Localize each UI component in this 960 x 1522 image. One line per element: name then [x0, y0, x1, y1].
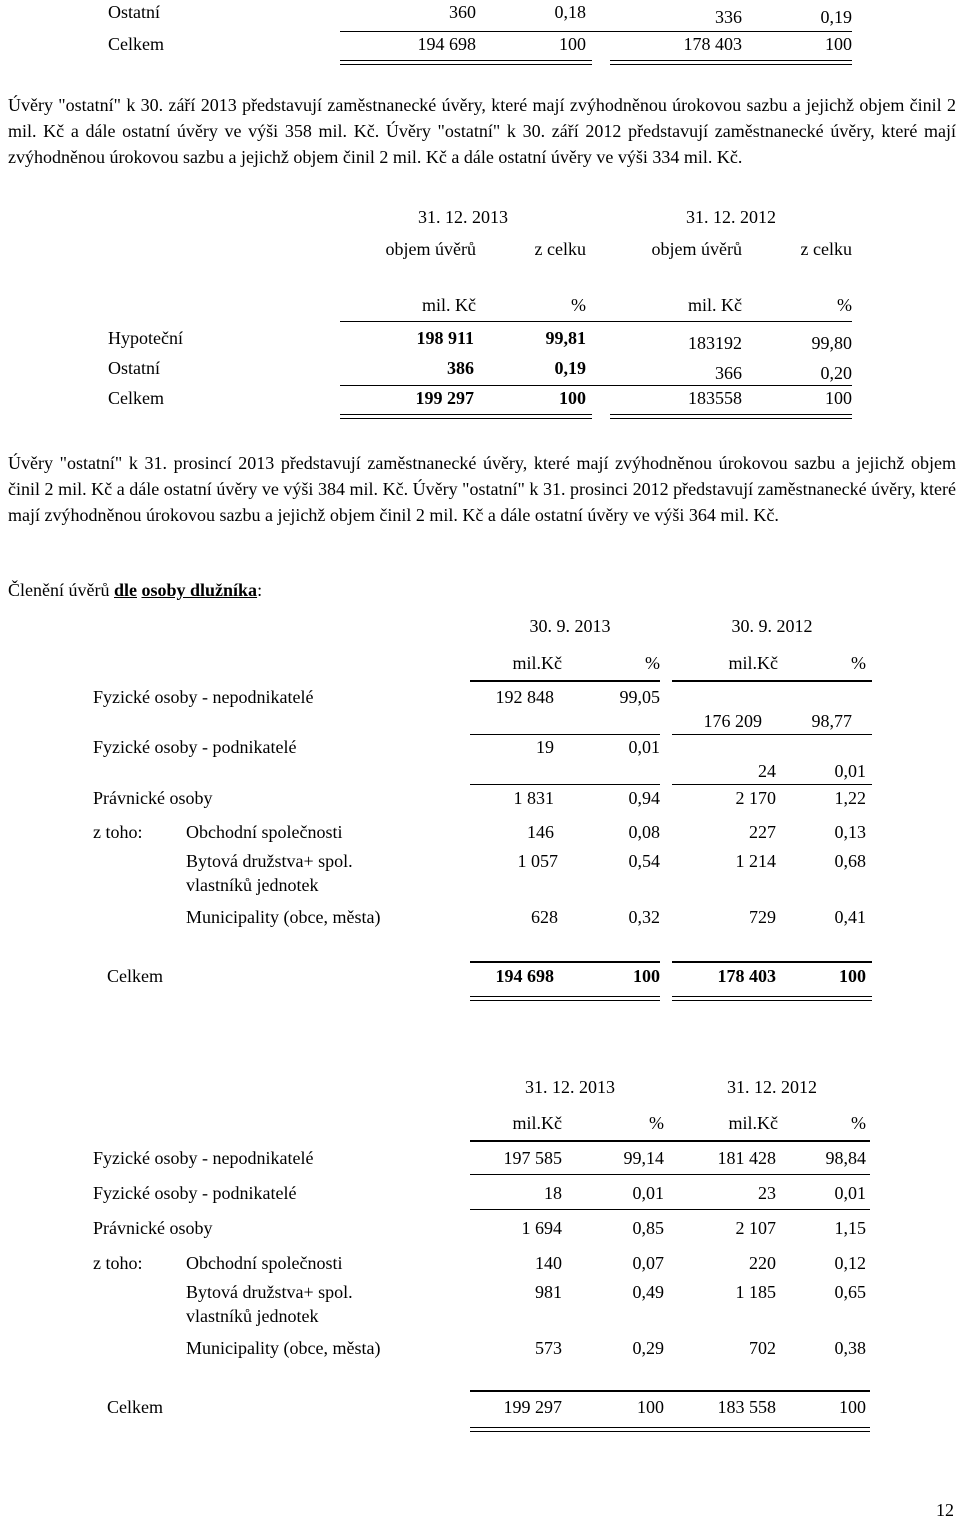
cell: 100 — [825, 388, 852, 408]
paragraph-2: Úvěry "ostatní" k 31. prosincí 2013 představují zaměstnanecké úvěry, které mají zvýhodněnou úrokovou sazbu a jejichž objem činil 2 mil. Kč a dále ostatní úvěry ve výši 384 mil. Kč. Úvěry "ostatní" k 31. prosinci 2012 představují zaměstnanecké úvěry, které mají zvýhodněnou úrokovou sazbu a jejichž objem činil 2 mil. Kč a dále ostatní úvěry ve výši 364 mil. Kč. — [8, 453, 956, 525]
cell: 98,77 — [811, 711, 852, 731]
row-label: Municipality (obce, města) — [186, 907, 381, 927]
divider — [340, 385, 852, 386]
col-unit: mil. Kč — [688, 295, 742, 315]
row-label: Celkem — [107, 966, 163, 986]
cell: 729 — [749, 907, 776, 927]
cell: 2 170 — [735, 788, 776, 808]
cell: 100 — [839, 1397, 866, 1417]
cell: 981 — [535, 1282, 562, 1302]
row-label: Fyzické osoby - podnikatelé — [93, 737, 297, 757]
cell: 100 — [825, 34, 852, 54]
col-unit: mil.Kč — [512, 653, 562, 673]
col-date: 31. 12. 2013 — [525, 1077, 615, 1097]
cell: 178 403 — [717, 966, 776, 986]
col-unit: % — [645, 653, 660, 673]
cell: 227 — [749, 822, 776, 842]
cell: 1,22 — [834, 788, 866, 808]
double-underline — [340, 414, 592, 419]
cell: 0,65 — [834, 1282, 866, 1302]
row-label: Fyzické osoby - podnikatelé — [93, 1183, 297, 1203]
cell: 1 694 — [521, 1218, 562, 1238]
divider — [340, 321, 852, 322]
cell: 99,05 — [619, 687, 660, 707]
heading-part: osoby dlužníka — [141, 580, 258, 600]
col-unit: % — [851, 653, 866, 673]
col-unit: % — [571, 295, 586, 315]
cell: 100 — [839, 966, 866, 986]
cell: 192 848 — [495, 687, 554, 707]
cell: 100 — [559, 34, 586, 54]
col-unit: mil.Kč — [512, 1113, 562, 1133]
cell: 176 209 — [703, 711, 762, 731]
double-underline — [470, 1427, 870, 1432]
row-label: Hypoteční — [108, 328, 183, 348]
cell: 0,49 — [632, 1282, 664, 1302]
row-label: Bytová družstva+ spol. — [186, 1282, 353, 1302]
cell: 0,38 — [834, 1338, 866, 1358]
cell: 197 585 — [503, 1148, 562, 1168]
col-unit: % — [837, 295, 852, 315]
cell: 573 — [535, 1338, 562, 1358]
cell: 0,07 — [632, 1253, 664, 1273]
col-header: objem úvěrů — [385, 239, 476, 259]
cell: 183558 — [688, 388, 742, 408]
double-underline — [340, 60, 592, 65]
cell: 366 — [715, 363, 742, 383]
row-label: Právnické osoby — [93, 1218, 213, 1238]
row-label: Celkem — [108, 388, 164, 408]
cell: 0,01 — [628, 737, 660, 757]
row-label: Obchodní společnosti — [186, 1253, 343, 1273]
cell: 0,41 — [834, 907, 866, 927]
col-date: 31. 12. 2012 — [686, 207, 776, 227]
cell: 0,94 — [628, 788, 660, 808]
cell: 183192 — [688, 333, 742, 353]
cell: 1 831 — [513, 788, 554, 808]
cell: 194 698 — [417, 34, 476, 54]
cell: 2 107 — [735, 1218, 776, 1238]
ztoho-label: z toho: — [93, 1253, 143, 1273]
cell: 100 — [559, 388, 586, 408]
page-number: 12 — [936, 1500, 954, 1520]
col-date: 31. 12. 2012 — [727, 1077, 817, 1097]
cell: 19 — [536, 737, 554, 757]
divider — [672, 680, 872, 682]
col-header: objem úvěrů — [651, 239, 742, 259]
row-label: Celkem — [108, 34, 164, 54]
row-label: Celkem — [107, 1397, 163, 1417]
cell: 199 297 — [503, 1397, 562, 1417]
col-unit: % — [851, 1113, 866, 1133]
col-date: 30. 9. 2013 — [529, 616, 611, 636]
cell: 0,08 — [628, 822, 660, 842]
divider — [672, 961, 872, 963]
row-label: Bytová družstva+ spol. — [186, 851, 353, 871]
cell: 1,15 — [834, 1218, 866, 1238]
cell: 0,68 — [834, 851, 866, 871]
cell: 0,01 — [834, 761, 866, 781]
row-label: Fyzické osoby - nepodnikatelé — [93, 1148, 314, 1168]
double-underline — [610, 414, 852, 419]
cell: 1 057 — [517, 851, 558, 871]
cell: 99,80 — [811, 333, 852, 353]
cell: 146 — [527, 822, 554, 842]
double-underline — [610, 60, 852, 65]
cell: 198 911 — [416, 328, 474, 348]
row-label: Municipality (obce, města) — [186, 1338, 381, 1358]
cell: 220 — [749, 1253, 776, 1273]
cell: 0,01 — [834, 1183, 866, 1203]
heading-part: : — [257, 580, 263, 600]
cell: 181 428 — [717, 1148, 776, 1168]
divider — [470, 1174, 870, 1175]
cell: 0,85 — [632, 1218, 664, 1238]
divider — [470, 734, 660, 735]
cell: 0,19 — [554, 358, 586, 378]
cell: 0,19 — [820, 7, 852, 27]
cell: 386 — [447, 358, 474, 378]
cell: 100 — [633, 966, 660, 986]
divider — [470, 1140, 870, 1142]
row-label: Ostatní — [108, 358, 160, 378]
cell: 628 — [531, 907, 558, 927]
cell: 98,84 — [825, 1148, 866, 1168]
divider — [470, 784, 660, 785]
cell: 0,13 — [834, 822, 866, 842]
cell: 360 — [449, 2, 476, 22]
cell: 23 — [758, 1183, 776, 1203]
divider — [672, 784, 872, 785]
heading-part: dle — [113, 580, 137, 600]
col-unit: mil. Kč — [422, 295, 476, 315]
row-label: Právnické osoby — [93, 788, 213, 808]
row-label: Obchodní společnosti — [186, 822, 343, 842]
cell: 100 — [637, 1397, 664, 1417]
cell: 183 558 — [717, 1397, 776, 1417]
col-header: z celku — [534, 239, 586, 259]
cell: 0,18 — [554, 2, 586, 22]
cell: 194 698 — [495, 966, 554, 986]
cell: 0,29 — [632, 1338, 664, 1358]
col-unit: mil.Kč — [728, 1113, 778, 1133]
col-header: z celku — [800, 239, 852, 259]
col-date: 30. 9. 2012 — [731, 616, 813, 636]
section-heading — [8, 580, 262, 602]
cell: 178 403 — [683, 34, 742, 54]
col-unit: % — [649, 1113, 664, 1133]
divider — [470, 1390, 870, 1392]
cell: 0,54 — [628, 851, 660, 871]
double-underline — [470, 996, 660, 1001]
heading-part: Členění úvěrů — [8, 580, 114, 600]
row-label: Ostatní — [108, 2, 160, 22]
divider — [340, 31, 852, 32]
paragraph-1: Úvěry "ostatní" k 30. září 2013 představují zaměstnanecké úvěry, které mají zvýhodněnou úrokovou sazbu a jejichž objem činil 2 mil. Kč a dále ostatní úvěry ve výši 358 mil. Kč. Úvěry "ostatní" k 30. září 2012 představují zaměstnanecké úvěry, které mají zvýhodněnou úrokovou sazbu a jejichž objem činil 2 mil. Kč a dále ostatní úvěry ve výši 334 mil. Kč. — [8, 95, 956, 167]
divider — [470, 1209, 870, 1210]
col-unit: mil.Kč — [728, 653, 778, 673]
cell: 0,12 — [834, 1253, 866, 1273]
cell: 140 — [535, 1253, 562, 1273]
cell: 0,01 — [632, 1183, 664, 1203]
cell: 18 — [544, 1183, 562, 1203]
col-date: 31. 12. 2013 — [418, 207, 508, 227]
cell: 99,14 — [623, 1148, 664, 1168]
divider — [470, 961, 660, 963]
cell: 1 214 — [735, 851, 776, 871]
cell: 0,20 — [820, 363, 852, 383]
cell: 24 — [758, 761, 776, 781]
divider — [672, 734, 872, 735]
ztoho-label: z toho: — [93, 822, 143, 842]
cell: 1 185 — [735, 1282, 776, 1302]
cell: 99,81 — [545, 328, 586, 348]
cell: 336 — [715, 7, 742, 27]
row-label: Fyzické osoby - nepodnikatelé — [93, 687, 314, 707]
cell: 702 — [749, 1338, 776, 1358]
row-label: vlastníků jednotek — [186, 875, 319, 895]
row-label: vlastníků jednotek — [186, 1306, 319, 1326]
divider — [470, 680, 660, 682]
double-underline — [672, 996, 872, 1001]
cell: 0,32 — [628, 907, 660, 927]
cell: 199 297 — [415, 388, 474, 408]
